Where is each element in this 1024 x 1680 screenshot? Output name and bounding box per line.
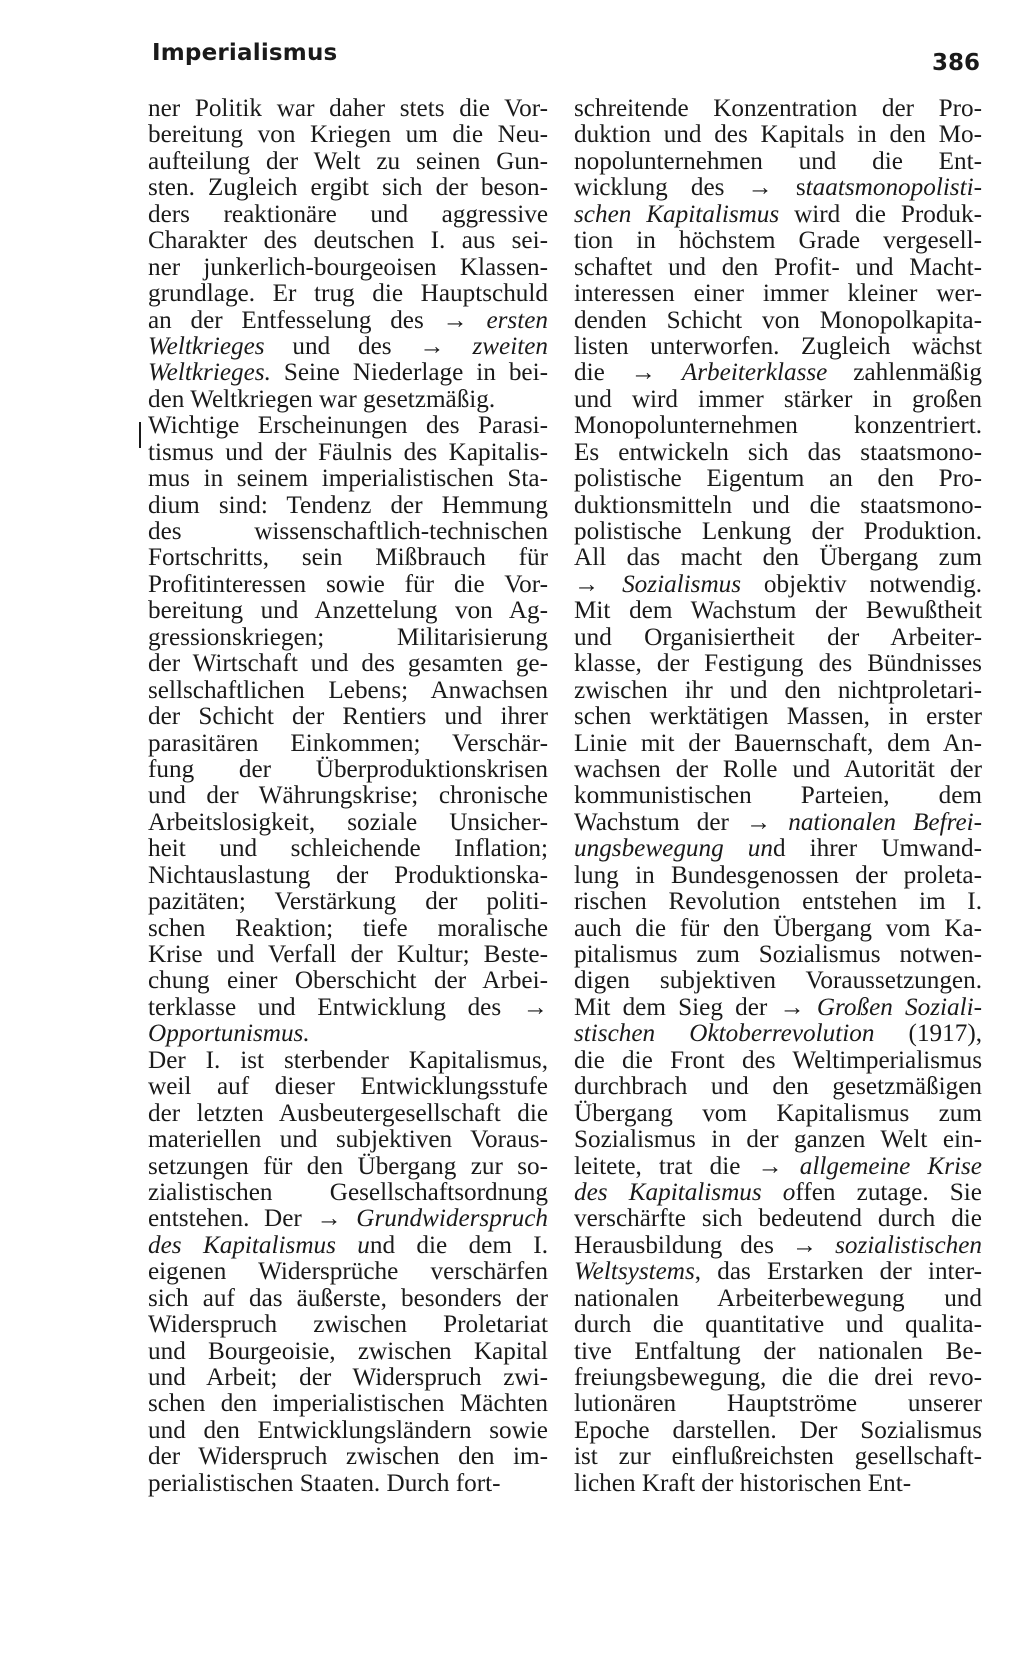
- text-line: den Weltkriegen war gesetzmäßig.: [148, 385, 496, 413]
- text-line: der Widerspruch zwischen den im-: [148, 1443, 548, 1471]
- text-line: duktionsmitteln und die staatsmono-: [574, 491, 982, 519]
- text-line: lung in Bundesgenossen der proleta-: [574, 861, 982, 889]
- text-line: grundlage. Er trug die Hauptschuld: [148, 280, 548, 308]
- text-line: All das macht den Übergang zum: [574, 544, 982, 572]
- text-line: Der I. ist sterbender Kapitalismus,: [148, 1046, 548, 1074]
- text-line: Übergang vom Kapitalismus zum: [574, 1099, 982, 1127]
- text-line: rischen Revolution entstehen im I.: [574, 888, 982, 916]
- text-line: tismus und der Fäulnis des Kapitalis-: [148, 438, 548, 466]
- text-line: Weltkrieges und des → zweiten: [148, 332, 548, 360]
- text-line: Mit dem Sieg der → Großen Soziali-: [574, 993, 982, 1021]
- text-line: des Kapitalismus und die dem I.: [148, 1231, 548, 1259]
- text-line: aufteilung der Welt zu seinen Gun-: [148, 147, 548, 175]
- text-line: Sozialismus in der ganzen Welt ein-: [574, 1126, 982, 1154]
- text-line: ist zur einflußreichsten gesellschaft-: [574, 1443, 982, 1471]
- text-line: weil auf dieser Entwicklungsstufe: [148, 1073, 548, 1101]
- text-line: nationalen Arbeiterbewegung und: [574, 1284, 982, 1312]
- text-line: fung der Überproduktionskrisen: [148, 755, 548, 783]
- text-line: Epoche darstellen. Der Sozialismus: [574, 1416, 982, 1444]
- text-line: eigenen Widersprüche verschärfen: [148, 1258, 548, 1286]
- text-line: denden Schicht von Monopolkapita-: [574, 306, 982, 334]
- text-line: polistische Lenkung der Produktion.: [574, 518, 982, 545]
- text-line: zwischen ihr und den nichtproletari-: [574, 676, 982, 704]
- text-line: verschärfte sich bedeutend durch die: [574, 1205, 982, 1233]
- text-line: digen subjektiven Voraussetzungen.: [574, 967, 982, 995]
- text-line: Nichtauslastung der Produktionska-: [148, 861, 548, 889]
- text-line: Wichtige Erscheinungen des Parasi-: [148, 412, 548, 440]
- text-line: und den Entwicklungsländern sowie: [148, 1416, 548, 1444]
- text-line: freiungsbewegung, die die drei revo-: [574, 1364, 982, 1391]
- text-line: Krise und Verfall der Kultur; Beste-: [148, 941, 548, 968]
- text-line: schen Reaktion; tiefe moralische: [148, 914, 548, 942]
- text-line: die → Arbeiterklasse zahlenmäßig: [574, 359, 982, 387]
- text-line: pazitäten; Verstärkung der politi-: [148, 888, 548, 916]
- text-line: durchbrach und den gesetzmäßigen: [574, 1073, 982, 1101]
- text-line: nopolunternehmen und die Ent-: [574, 147, 982, 175]
- text-line: des wissenschaftlich-technischen: [148, 518, 548, 545]
- text-line: Weltkrieges. Seine Niederlage in bei-: [148, 359, 548, 387]
- text-line: entstehen. Der → Grundwiderspruch: [148, 1205, 548, 1233]
- text-line: Arbeitslosigkeit, soziale Unsicher-: [148, 808, 548, 836]
- text-line: schen den imperialistischen Mächten: [148, 1390, 548, 1418]
- text-line: heit und schleichende Inflation;: [148, 835, 548, 863]
- text-line: → Sozialismus objektiv notwendig.: [574, 570, 982, 598]
- text-line: perialistischen Staaten. Durch fort-: [148, 1469, 501, 1497]
- text-line: sellschaftlichen Lebens; Anwachsen: [148, 676, 548, 704]
- text-line: interessen einer immer kleiner wer-: [574, 280, 982, 308]
- text-line: bereitung und Anzettelung von Ag-: [148, 597, 548, 625]
- text-line: Linie mit der Bauernschaft, dem An-: [574, 729, 982, 757]
- text-line: die die Front des Weltimperialismus: [574, 1046, 982, 1074]
- text-line: tion in höchstem Grade vergesell-: [574, 227, 982, 255]
- text-line: tive Entfaltung der nationalen Be-: [574, 1337, 982, 1365]
- text-line: schen Kapitalismus wird die Produk-: [574, 200, 982, 228]
- text-line: listen unterworfen. Zugleich wächst: [574, 332, 982, 360]
- margin-mark: [139, 422, 141, 448]
- text-line: und der Währungskrise; chronische: [148, 782, 548, 810]
- text-line: Profitinteressen sowie für die Vor-: [148, 570, 548, 598]
- text-line: an der Entfesselung des → ersten: [148, 306, 548, 334]
- page-number: 386: [931, 50, 980, 76]
- text-line: kommunistischen Parteien, dem: [574, 782, 982, 810]
- text-line: der Schicht der Rentiers und ihrer: [148, 703, 548, 731]
- text-line: parasitären Einkommen; Verschär-: [148, 729, 548, 757]
- text-line: auch die für den Übergang vom Ka-: [574, 914, 982, 942]
- text-line: und Organisiertheit der Arbeiter-: [574, 623, 982, 651]
- text-line: polistische Eigentum an den Pro-: [574, 465, 982, 493]
- text-line: zialistischen Gesellschaftsordnung: [148, 1178, 548, 1206]
- text-line: Weltsystems, das Erstarken der inter-: [574, 1258, 982, 1286]
- right-column: [574, 96, 982, 1497]
- text-line: gressionskriegen; Militarisierung: [148, 623, 548, 651]
- text-line: bereitung von Kriegen um die Neu-: [148, 121, 548, 149]
- text-line: sten. Zugleich ergibt sich der beson-: [148, 174, 548, 202]
- text-line: chung einer Oberschicht der Arbei-: [148, 967, 548, 995]
- text-line: materiellen und subjektiven Voraus-: [148, 1126, 548, 1154]
- text-line: lutionären Hauptströme unserer: [574, 1390, 982, 1418]
- text-line: und Bourgeoisie, zwischen Kapital: [148, 1337, 548, 1365]
- text-line: der letzten Ausbeutergesellschaft die: [148, 1099, 548, 1127]
- text-line: Herausbildung des → sozialistischen: [574, 1231, 982, 1259]
- left-column: [148, 96, 548, 1497]
- text-line: lichen Kraft der historischen Ent-: [574, 1469, 912, 1497]
- text-line: Opportunismus.: [148, 1020, 310, 1048]
- running-head: Imperialismus: [152, 40, 338, 66]
- text-line: des Kapitalismus offen zutage. Sie: [574, 1178, 982, 1206]
- text-line: dium sind: Tendenz der Hemmung: [148, 491, 548, 519]
- text-line: duktion und des Kapitals in den Mo-: [574, 121, 982, 149]
- text-line: klasse, der Festigung des Bündnisses: [574, 650, 982, 678]
- text-line: leitete, trat die → allgemeine Krise: [574, 1152, 982, 1180]
- text-line: ner Politik war daher stets die Vor-: [148, 95, 548, 122]
- text-line: mus in seinem imperialistischen Sta-: [148, 465, 548, 493]
- text-line: und Arbeit; der Widerspruch zwi-: [148, 1364, 548, 1391]
- text-line: der Wirtschaft und des gesamten ge-: [148, 650, 548, 678]
- text-line: Fortschritts, sein Mißbrauch für: [148, 544, 548, 572]
- text-line: sich auf das äußerste, besonders der: [148, 1284, 548, 1312]
- text-line: durch die quantitative und qualita-: [574, 1311, 982, 1339]
- text-line: Charakter des deutschen I. aus sei-: [148, 227, 548, 255]
- text-line: setzungen für den Übergang zur so-: [148, 1152, 548, 1180]
- text-line: pitalismus zum Sozialismus notwen-: [574, 941, 982, 968]
- text-line: schaftet und den Profit- und Macht-: [574, 253, 982, 281]
- text-line: Widerspruch zwischen Proletariat: [148, 1311, 548, 1339]
- text-line: Wachstum der → nationalen Befrei-: [574, 808, 983, 836]
- text-line: terklasse und Entwicklung des →: [148, 993, 548, 1021]
- text-line: ders reaktionäre und aggressive: [148, 200, 548, 228]
- text-line: wicklung des → staatsmonopolisti-: [574, 174, 982, 202]
- text-line: Es entwickeln sich das staatsmono-: [574, 438, 982, 466]
- text-line: wachsen der Rolle und Autorität der: [574, 755, 982, 783]
- text-line: ungsbewegung und ihrer Umwand-: [574, 835, 982, 863]
- text-line: schreitende Konzentration der Pro-: [574, 95, 982, 122]
- text-line: ner junkerlich-bourgeoisen Klassen-: [148, 253, 548, 281]
- text-line: Monopolunternehmen konzentriert.: [574, 412, 982, 440]
- text-line: stischen Oktoberrevolution (1917),: [574, 1020, 983, 1048]
- text-line: schen werktätigen Massen, in erster: [574, 703, 982, 731]
- text-line: Mit dem Wachstum der Bewußtheit: [574, 597, 982, 625]
- text-line: und wird immer stärker in großen: [574, 385, 982, 413]
